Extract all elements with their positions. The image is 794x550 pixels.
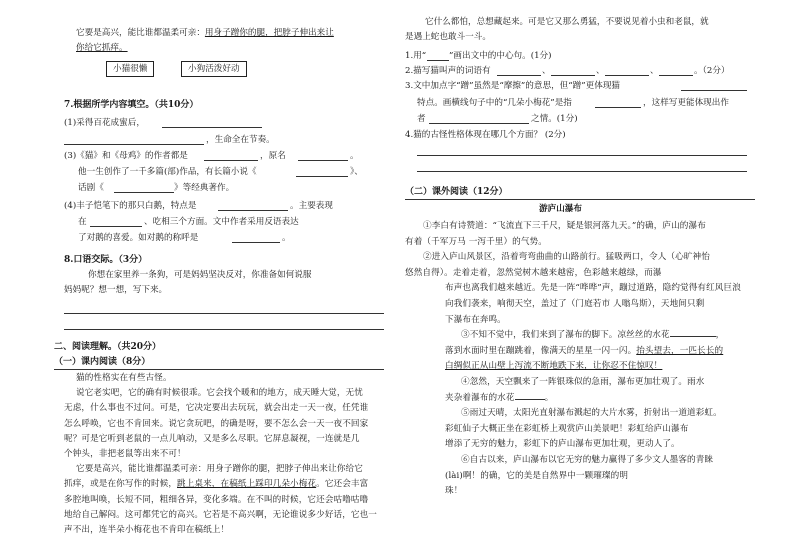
choice-box-a[interactable]: 小猫很懒 bbox=[106, 61, 154, 77]
answer-line-q8-2[interactable] bbox=[64, 329, 384, 330]
blank-q7-2[interactable] bbox=[64, 144, 204, 145]
q8-line1: 你想在家里养一条狗，可是妈妈坚决反对，你准备如何说服 bbox=[88, 270, 312, 280]
r-q2-sep: 、 bbox=[596, 66, 605, 76]
r-q3b-end: ，这样写更能体现出作 bbox=[643, 98, 729, 108]
passage-line: 个钟头，非把老鼠等出来不可！ bbox=[64, 449, 186, 460]
q7-4b-end: 、吃相三个方面。文中作者采用反语表达 bbox=[144, 217, 299, 227]
passage-line: 无虑，什么事也不过问。可是，它决定要出去玩玩，就会出走一天一夜，任凭谁 bbox=[64, 403, 369, 414]
r-q3b: 特点。画横线句子中的“几朵小梅花”是指 bbox=[417, 98, 572, 108]
passage-line: 彩虹仙子大概正坐在彩虹桥上观赏庐山美景吧！彩虹给庐山瀑布 bbox=[445, 423, 689, 434]
passage-line: 悠然自得）。走着走着，忽然觉树木越来越密，色彩越来越绿，而瀑 bbox=[405, 267, 662, 278]
passage-line: 声不出，连半朵小梅花也不肯印在稿纸上！ bbox=[64, 525, 230, 536]
r-q3a: 3.文中加点字“蹭”虽然是“摩擦”的意思，但“蹭”更体现猫 bbox=[405, 81, 621, 91]
passage-line: ⑤雨过天晴，太阳光直射瀑布溅起的大片水雾，折射出一道道彩虹。 bbox=[461, 408, 722, 419]
answer-line-r-q4-2[interactable] bbox=[417, 171, 747, 172]
q7-3a-mid: ，原名 bbox=[260, 151, 286, 161]
r-q2-sep: 、 bbox=[542, 66, 551, 76]
passage-waterfall bbox=[405, 219, 741, 500]
blank-r-q2-1[interactable] bbox=[497, 75, 541, 76]
choice-box-b[interactable]: 小狗活泼好动 bbox=[181, 61, 247, 77]
r-q2: 2.描写猫叫声的词语有 bbox=[405, 66, 491, 76]
passage-line: 下瀑布在奔鸣。 bbox=[445, 314, 506, 325]
blank-r-q2-3[interactable] bbox=[605, 75, 649, 76]
passage-line: 白绸似正从山壁上泻流不断地跌下来，让你忍不住惊叹！ bbox=[445, 361, 663, 372]
blank-q7-1[interactable] bbox=[162, 127, 262, 128]
r-q3c-end: 之情。(1分) bbox=[531, 114, 578, 124]
q8-line2: 妈妈呢？想一想，写下来。 bbox=[64, 285, 168, 295]
passage-cont-line1: 它什么都怕，总想藏起来。可是它又那么勇猛，不要说见着小虫和老鼠，就 bbox=[425, 17, 709, 27]
blank-r-q2-4[interactable] bbox=[659, 75, 693, 76]
passage-cat bbox=[64, 371, 377, 538]
r-q2-sep: 、 bbox=[650, 66, 659, 76]
blank-e-4[interactable] bbox=[515, 391, 545, 400]
passage-line: 多腔地叫唤，长短不同，粗细各异，变化多端。在不叫的时候，它还会咕噜咕噜 bbox=[64, 494, 369, 505]
blank-q7-4-aspect1[interactable] bbox=[90, 226, 142, 227]
q7-3b: 他一生创作了一千多篇(部)作品，有长篇小说《 bbox=[78, 167, 257, 177]
q6-underlined-sentence: 用身子蹭你的腿，把脖子伸出来让 bbox=[204, 28, 334, 38]
passage-line: 怎么呼唤，它也不肯回来。说它贪玩吧，的确是呀，要不怎么会一天一夜不回家 bbox=[64, 418, 369, 429]
q7-3c: 话剧《 bbox=[78, 183, 104, 193]
q7-1: (1)采得百花成蜜后， bbox=[64, 118, 145, 128]
passage-line: (lài)啊！的确，它的美是自然界中一颗璀璨的明 bbox=[445, 470, 629, 481]
q8-title: 8.口语交际。（3分） bbox=[64, 255, 148, 265]
passage-line: 增添了无穷的魅力，彩虹下的庐山瀑布更加壮观，更动人了。 bbox=[445, 439, 680, 450]
passage-line: 向我们袭来，响彻天空，盖过了（门庭若市 人嗡鸟斯），天地间只剩 bbox=[445, 298, 705, 309]
passage-line: ⑥自古以来，庐山瀑布以它无穷的魅力赢得了多少文人墨客的青睐 bbox=[461, 454, 714, 465]
passage-line: 有着（千军万马 一泻千里）的气势。 bbox=[405, 236, 547, 247]
blank-e-3[interactable] bbox=[670, 328, 716, 337]
blank-q7-3-novel[interactable] bbox=[296, 176, 348, 177]
q7-3a-end: 。 bbox=[350, 151, 359, 161]
passage-line: 夹杂着瀑布的水花 。 bbox=[445, 392, 554, 403]
passage-line: ②进入庐山风景区，沿着弯弯曲曲的山路前行。猛吸两口，令人（心旷神怡 bbox=[423, 252, 710, 263]
blank-r-q3-1[interactable] bbox=[681, 90, 747, 91]
passage-line: ④忽然，天空飘来了一阵银珠似的急雨，瀑布更加壮观了。雨水 bbox=[461, 376, 705, 387]
r-q1: 1.用“ bbox=[405, 51, 427, 61]
underlined-sentence: 抬头望去，一匹长长的 bbox=[636, 345, 724, 356]
q7-3c-end: 》等经典著作。 bbox=[174, 183, 235, 193]
q7-4a: (4)丰子恺笔下的那只白鹅，特点是 bbox=[64, 201, 197, 211]
q7-2: ，生命全在节奏。 bbox=[206, 135, 275, 145]
passage-line: 抓痒，或是在你写作的时候，跳上桌来，在稿纸上踩印几朵小梅花。它还会丰富 bbox=[64, 479, 369, 490]
r-q3c: 者 bbox=[417, 114, 426, 124]
passage-line: 呢？可是它听到老鼠的一点儿响动，又是多么尽职。它屏息凝视，一连就是几 bbox=[64, 433, 360, 444]
blank-q7-4-title[interactable] bbox=[232, 242, 280, 243]
q7-4b: 在 bbox=[78, 217, 87, 227]
passage-line: 猫的性格实在有些古怪。 bbox=[76, 373, 172, 383]
blank-q7-3-name[interactable] bbox=[298, 160, 348, 161]
passage-line: ③不知不觉中，我们来到了瀑布的脚下。凉丝丝的水花 ， bbox=[461, 330, 725, 341]
passage-line: 它要是高兴，能比谁都温柔可亲：用身子蹭你的腿，把脖子伸出来让你给它 bbox=[76, 464, 363, 475]
q6-text-line2: 你给它抓痒。 bbox=[76, 43, 128, 53]
blank-q7-3-drama[interactable] bbox=[114, 192, 174, 193]
subsection1-title: （一）课内阅读（8分） bbox=[54, 357, 151, 367]
answer-line-q8-1[interactable] bbox=[64, 313, 384, 314]
q7-title: 7.根据所学内容填空。（共10分） bbox=[64, 100, 199, 110]
blank-q7-4-feature[interactable] bbox=[218, 210, 288, 211]
q7-3a: (3)《猫》和《母鸡》的作者都是 bbox=[64, 151, 188, 161]
q7-4c-end: 。 bbox=[282, 233, 291, 243]
subsection2-title: （二）课外阅读（12分） bbox=[405, 187, 508, 197]
q7-4c: 了对鹅的喜爱。如对鹅的称呼是 bbox=[78, 233, 199, 243]
essay-title: 游庐山瀑布 bbox=[539, 204, 582, 214]
divider bbox=[54, 369, 384, 370]
underlined-sentence: 跳上桌来，在稿纸上踩印几朵小梅花 bbox=[177, 479, 317, 490]
r-q4: 4.猫的古怪性格体现在哪几个方面？ (2分) bbox=[405, 130, 566, 140]
passage-line: 地给自己解闷。这可都凭它的高兴。它若是不高兴啊，无论谁说多少好话，它也一 bbox=[64, 509, 377, 520]
passage-line: 布声也离我们越来越近。先是一阵“哗哗”声，蹦过道路，隐约觉得有红风巨浪 bbox=[445, 283, 741, 294]
answer-line-r-q4-1[interactable] bbox=[417, 155, 747, 156]
passage-line: 落到水面时里在蹦跳着，像满天的星星一闪一闪。抬头望去，一匹长长的 bbox=[445, 345, 724, 356]
blank-r-q3-3[interactable] bbox=[429, 123, 529, 124]
q7-4a-end: 。主要表现 bbox=[290, 201, 333, 211]
divider bbox=[405, 199, 755, 200]
q6-text: 它要是高兴，能比谁都温柔可亲：用身子蹭你的腿，把脖子伸出来让 bbox=[76, 28, 334, 38]
passage-line: 说它老实吧，它的确有时候很乖。它会找个暖和的地方，成天睡大觉，无忧 bbox=[76, 388, 363, 399]
blank-r-q1[interactable] bbox=[427, 60, 449, 61]
section2-title: 二、阅读理解。（共20分） bbox=[54, 342, 162, 352]
blank-r-q2-2[interactable] bbox=[551, 75, 595, 76]
r-q2-end: 。（2分） bbox=[694, 66, 730, 76]
r-q1-end: ”画出文中的中心句。(1分) bbox=[449, 51, 552, 61]
blank-r-q3-2[interactable] bbox=[595, 107, 641, 108]
passage-line: 珠！ bbox=[445, 486, 463, 497]
passage-cont-line2: 是遇上蛇也敢斗一斗。 bbox=[405, 32, 491, 42]
q7-3b-end: 》、 bbox=[350, 167, 363, 177]
passage-line: ①李白有诗赞道：“飞流直下三千尺，疑是银河落九天。”的确，庐山的瀑布 bbox=[423, 221, 706, 231]
blank-q7-3-author[interactable] bbox=[204, 160, 258, 161]
